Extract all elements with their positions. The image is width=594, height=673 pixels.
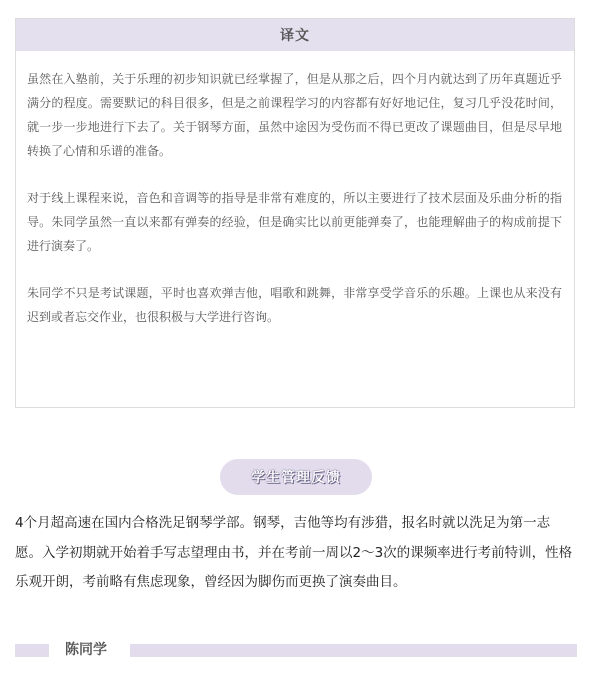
translation-panel: [15, 18, 575, 408]
student-name-banner: [15, 638, 577, 666]
translation-paragraph-2: 对于线上课程来说，音色和音调等的指导是非常有难度的，所以主要进行了技术层面及乐曲分析的指导。朱同学虽然一直以来都有弹奏的经验，但是确实比以前更能弹奏了，也能理解曲子的构成前提下进行演奏了。: [27, 191, 562, 253]
translation-title: 译文: [16, 19, 574, 51]
translation-paragraph-3: 朱同学不只是考试课题，平时也喜欢弹吉他，唱歌和跳舞，非常享受学音乐的乐趣。上课也从来没有迟到或者忘交作业，也很积极与大学进行咨询。: [27, 286, 562, 324]
banner-left-stripe: [15, 644, 49, 657]
student-feedback-heading: 学生管理反馈: [220, 459, 372, 495]
translation-paragraph-1: 虽然在入塾前，关于乐理的初步知识就已经掌握了，但是从那之后，四个月内就达到了历年真题近乎满分的程度。需要默记的科目很多，但是之前课程学习的内容都有好好地记住，复习几乎没花时间，就一步一步地进行下去了。关于钢琴方面，虽然中途因为受伤而不得已更改了课题曲目，但是尽早地转换了心情和乐谱的准备。: [27, 72, 562, 158]
banner-right-stripe: [130, 644, 577, 657]
student-feedback-text: 4个月超高速在国内合格洗足钢琴学部。钢琴，吉他等均有涉猎，报名时就以洗足为第一志愿。入学初期就开始着手写志望理由书，并在考前一周以2～3次的课频率进行考前特训，性格乐观开朗，考前略有焦虑现象，曾经因为脚伤而更换了演奏曲目。: [15, 515, 573, 590]
translation-body: [16, 51, 574, 329]
student-name: 陈同学: [65, 642, 107, 658]
